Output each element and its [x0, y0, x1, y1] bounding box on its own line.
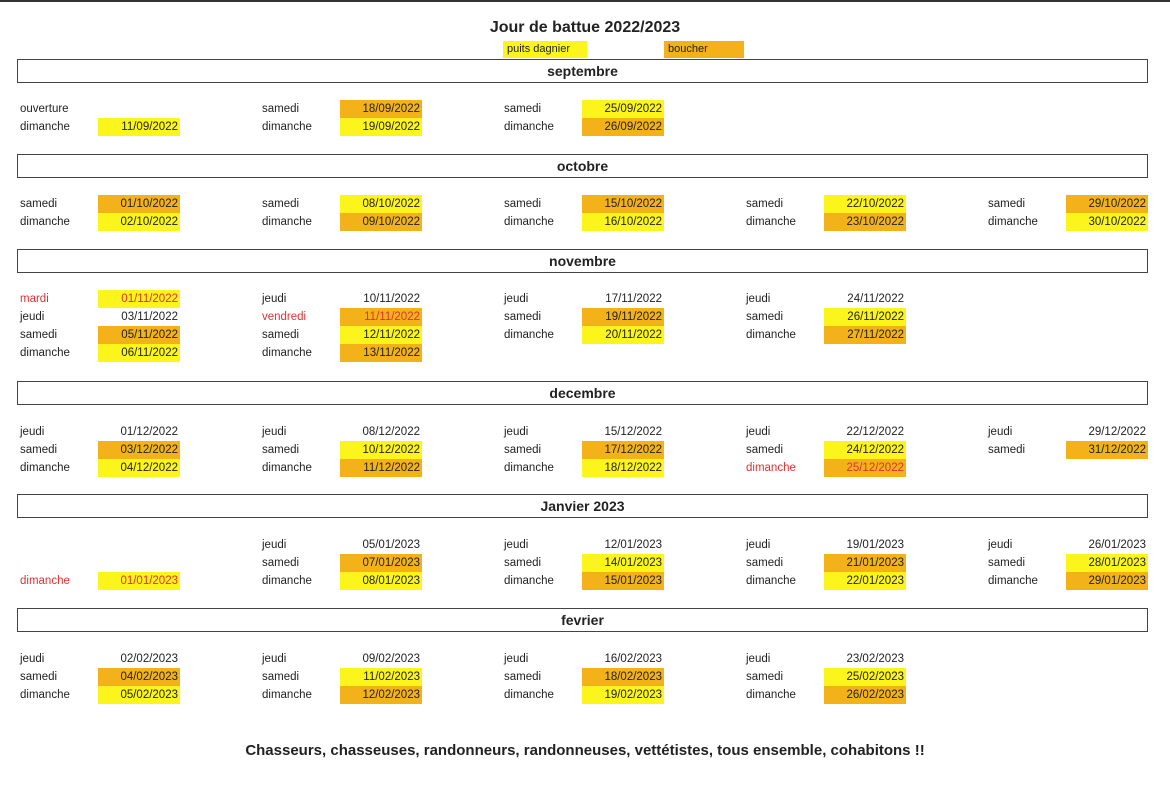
- date-row: [988, 572, 1170, 590]
- week-column: [20, 195, 262, 231]
- week-column: [262, 650, 504, 704]
- day-label: samedi: [746, 557, 784, 569]
- date-value: 22/12/2022: [846, 426, 904, 438]
- date-row: [504, 290, 746, 308]
- date-row: [20, 650, 262, 668]
- date-value: 09/10/2022: [340, 213, 422, 231]
- date-row: [504, 459, 746, 477]
- date-row: [988, 554, 1170, 572]
- date-value: 04/02/2023: [98, 668, 180, 686]
- date-value: 01/11/2022: [98, 290, 180, 308]
- day-label: dimanche: [746, 216, 796, 228]
- date-row: [988, 195, 1170, 213]
- day-label: dimanche: [504, 329, 554, 341]
- day-label: jeudi: [746, 539, 771, 551]
- date-value: 11/11/2022: [340, 308, 422, 326]
- date-row: [20, 344, 262, 362]
- day-label: jeudi: [504, 653, 529, 665]
- day-label: jeudi: [20, 311, 45, 323]
- day-label: jeudi: [746, 653, 771, 665]
- week-column: [504, 100, 746, 136]
- date-value: 11/12/2022: [340, 459, 422, 477]
- day-label: mardi: [20, 293, 49, 305]
- date-value: 01/01/2023: [98, 572, 180, 590]
- day-label: jeudi: [746, 426, 771, 438]
- date-value: 21/01/2023: [824, 554, 906, 572]
- day-label: samedi: [262, 103, 300, 115]
- date-row: [262, 668, 504, 686]
- date-value: 15/12/2022: [604, 426, 662, 438]
- week-column: [504, 195, 746, 231]
- date-row: [20, 213, 262, 231]
- day-label: dimanche: [504, 121, 554, 133]
- day-label: jeudi: [262, 539, 287, 551]
- day-label: dimanche: [988, 216, 1038, 228]
- week-column: [504, 536, 746, 590]
- date-row: [20, 536, 262, 554]
- day-label: dimanche: [20, 462, 70, 474]
- day-label: dimanche: [504, 689, 554, 701]
- date-value: 20/11/2022: [582, 326, 664, 344]
- day-label: samedi: [504, 198, 542, 210]
- date-row: [262, 423, 504, 441]
- date-row: [504, 554, 746, 572]
- date-value: 25/12/2022: [824, 459, 906, 477]
- footer-message: Chasseurs, chasseuses, randonneurs, randonneuses, vettétistes, tous ensemble, cohabitons !!: [245, 742, 925, 759]
- week-column: [988, 536, 1170, 590]
- date-value: 10/12/2022: [340, 441, 422, 459]
- page-title: Jour de battue 2022/2023: [489, 19, 681, 36]
- date-row: [746, 308, 988, 326]
- date-value: 30/10/2022: [1066, 213, 1148, 231]
- day-label: dimanche: [262, 575, 312, 587]
- date-row: [20, 686, 262, 704]
- date-row: [262, 572, 504, 590]
- date-row: [746, 326, 988, 344]
- date-row: [262, 308, 504, 326]
- date-value: 24/12/2022: [824, 441, 906, 459]
- day-label: samedi: [20, 671, 58, 683]
- date-value: 22/01/2023: [824, 572, 906, 590]
- date-value: 31/12/2022: [1066, 441, 1148, 459]
- date-value: 19/02/2023: [582, 686, 664, 704]
- day-label: dimanche: [20, 347, 70, 359]
- day-label: dimanche: [262, 121, 312, 133]
- date-row: [746, 536, 988, 554]
- day-label: jeudi: [988, 539, 1013, 551]
- week-column: [20, 290, 262, 362]
- day-label: samedi: [20, 329, 58, 341]
- day-label: jeudi: [504, 426, 529, 438]
- day-label: dimanche: [988, 575, 1038, 587]
- date-row: [746, 650, 988, 668]
- date-row: [988, 213, 1170, 231]
- date-row: [20, 441, 262, 459]
- date-row: [262, 213, 504, 231]
- date-row: [20, 326, 262, 344]
- day-label: dimanche: [20, 575, 70, 587]
- date-row: [504, 650, 746, 668]
- date-row: [746, 213, 988, 231]
- legend-puits-dagnier: puits dagnier: [503, 41, 587, 58]
- week-column: [504, 423, 746, 477]
- date-row: [746, 195, 988, 213]
- date-value: 09/02/2023: [362, 653, 420, 665]
- date-value: 12/11/2022: [340, 326, 422, 344]
- date-value: 11/02/2023: [340, 668, 422, 686]
- date-row: [988, 441, 1170, 459]
- date-row: [746, 290, 988, 308]
- date-row: [504, 423, 746, 441]
- date-row: [20, 668, 262, 686]
- date-row: [504, 100, 746, 118]
- date-row: [262, 290, 504, 308]
- day-label: jeudi: [262, 653, 287, 665]
- date-value: 16/10/2022: [582, 213, 664, 231]
- date-value: 12/01/2023: [604, 539, 662, 551]
- day-label: dimanche: [746, 575, 796, 587]
- day-label: jeudi: [988, 426, 1013, 438]
- date-row: [504, 572, 746, 590]
- date-value: 17/11/2022: [605, 293, 662, 305]
- date-value: 19/09/2022: [340, 118, 422, 136]
- date-row: [20, 118, 262, 136]
- date-row: [504, 213, 746, 231]
- day-label: samedi: [262, 671, 300, 683]
- date-value: 18/09/2022: [340, 100, 422, 118]
- month-header: septembre: [17, 59, 1148, 83]
- date-row: [262, 686, 504, 704]
- month-header: Janvier 2023: [17, 494, 1148, 518]
- day-label: jeudi: [504, 539, 529, 551]
- date-row: [262, 459, 504, 477]
- date-row: [746, 441, 988, 459]
- date-row: [20, 459, 262, 477]
- day-label: samedi: [988, 198, 1026, 210]
- date-value: 26/01/2023: [1088, 539, 1146, 551]
- date-value: 07/01/2023: [340, 554, 422, 572]
- date-value: 26/02/2023: [824, 686, 906, 704]
- day-label: jeudi: [20, 426, 45, 438]
- date-row: [20, 554, 262, 572]
- week-column: [988, 195, 1170, 231]
- day-label: jeudi: [504, 293, 529, 305]
- week-column: [746, 290, 988, 344]
- date-row: [504, 118, 746, 136]
- day-label: dimanche: [746, 689, 796, 701]
- date-value: 02/02/2023: [120, 653, 178, 665]
- day-label: dimanche: [504, 575, 554, 587]
- date-value: 06/11/2022: [98, 344, 180, 362]
- date-value: 08/01/2023: [340, 572, 422, 590]
- date-value: 19/01/2023: [846, 539, 904, 551]
- date-value: 11/09/2022: [98, 118, 180, 136]
- date-value: 25/09/2022: [582, 100, 664, 118]
- date-value: 18/02/2023: [582, 668, 664, 686]
- week-column: [746, 423, 988, 477]
- date-row: [262, 554, 504, 572]
- date-value: 17/12/2022: [582, 441, 664, 459]
- date-value: 23/02/2023: [846, 653, 904, 665]
- date-row: [504, 308, 746, 326]
- date-row: [746, 686, 988, 704]
- date-row: [262, 536, 504, 554]
- date-row: [504, 536, 746, 554]
- day-label: dimanche: [746, 329, 796, 341]
- day-label: dimanche: [504, 462, 554, 474]
- date-value: 03/12/2022: [98, 441, 180, 459]
- date-value: 16/02/2023: [604, 653, 662, 665]
- week-column: [262, 195, 504, 231]
- day-label: samedi: [504, 444, 542, 456]
- week-column: [746, 650, 988, 704]
- date-value: 01/12/2022: [120, 426, 178, 438]
- day-label: jeudi: [262, 426, 287, 438]
- date-row: [504, 195, 746, 213]
- date-value: 25/02/2023: [824, 668, 906, 686]
- date-value: 10/11/2022: [363, 293, 420, 305]
- day-label: dimanche: [20, 689, 70, 701]
- date-row: [988, 423, 1170, 441]
- date-value: 02/10/2022: [98, 213, 180, 231]
- day-label: ouverture: [20, 103, 69, 115]
- day-label: samedi: [20, 444, 58, 456]
- date-value: 29/01/2023: [1066, 572, 1148, 590]
- date-value: 22/10/2022: [824, 195, 906, 213]
- date-row: [504, 668, 746, 686]
- date-value: 08/12/2022: [362, 426, 420, 438]
- date-value: 26/11/2022: [824, 308, 906, 326]
- day-label: samedi: [746, 671, 784, 683]
- day-label: samedi: [504, 103, 542, 115]
- date-value: 15/01/2023: [582, 572, 664, 590]
- date-row: [262, 326, 504, 344]
- date-row: [20, 290, 262, 308]
- day-label: jeudi: [20, 653, 45, 665]
- day-label: dimanche: [262, 462, 312, 474]
- date-row: [988, 536, 1170, 554]
- week-column: [262, 290, 504, 362]
- date-row: [20, 308, 262, 326]
- date-value: 12/02/2023: [340, 686, 422, 704]
- day-label: vendredi: [262, 311, 307, 323]
- date-value: 14/01/2023: [582, 554, 664, 572]
- date-row: [746, 423, 988, 441]
- month-header: fevrier: [17, 608, 1148, 632]
- week-column: [262, 423, 504, 477]
- date-value: 15/10/2022: [582, 195, 664, 213]
- month-header: novembre: [17, 249, 1148, 273]
- date-row: [504, 326, 746, 344]
- week-column: [20, 650, 262, 704]
- date-value: 28/01/2023: [1066, 554, 1148, 572]
- day-label: samedi: [262, 557, 300, 569]
- date-row: [20, 572, 262, 590]
- date-value: 05/01/2023: [362, 539, 420, 551]
- date-value: 05/11/2022: [98, 326, 180, 344]
- top-border: [0, 0, 1170, 2]
- date-value: 27/11/2022: [824, 326, 906, 344]
- day-label: samedi: [20, 198, 58, 210]
- day-label: samedi: [262, 329, 300, 341]
- date-row: [20, 100, 262, 118]
- day-label: dimanche: [746, 462, 796, 474]
- date-row: [262, 195, 504, 213]
- week-column: [20, 536, 262, 590]
- date-value: 19/11/2022: [582, 308, 664, 326]
- month-header: octobre: [17, 154, 1148, 178]
- month-header: decembre: [17, 381, 1148, 405]
- day-label: jeudi: [746, 293, 771, 305]
- day-label: samedi: [746, 198, 784, 210]
- date-value: 23/10/2022: [824, 213, 906, 231]
- date-row: [20, 423, 262, 441]
- date-value: 05/02/2023: [98, 686, 180, 704]
- day-label: jeudi: [262, 293, 287, 305]
- day-label: samedi: [262, 444, 300, 456]
- day-label: samedi: [504, 311, 542, 323]
- week-column: [504, 650, 746, 704]
- day-label: samedi: [504, 557, 542, 569]
- date-row: [262, 650, 504, 668]
- date-value: 04/12/2022: [98, 459, 180, 477]
- date-value: 24/11/2022: [847, 293, 904, 305]
- week-column: [262, 100, 504, 136]
- date-row: [262, 118, 504, 136]
- day-label: dimanche: [262, 347, 312, 359]
- day-label: dimanche: [20, 216, 70, 228]
- date-row: [262, 100, 504, 118]
- day-label: samedi: [746, 311, 784, 323]
- day-label: dimanche: [262, 216, 312, 228]
- date-row: [746, 572, 988, 590]
- date-row: [20, 195, 262, 213]
- date-value: 29/12/2022: [1088, 426, 1146, 438]
- day-label: dimanche: [504, 216, 554, 228]
- week-column: [988, 423, 1170, 459]
- day-label: samedi: [262, 198, 300, 210]
- week-column: [746, 536, 988, 590]
- date-value: 18/12/2022: [582, 459, 664, 477]
- date-value: 26/09/2022: [582, 118, 664, 136]
- week-column: [504, 290, 746, 344]
- day-label: dimanche: [262, 689, 312, 701]
- date-row: [504, 441, 746, 459]
- date-value: 01/10/2022: [98, 195, 180, 213]
- date-value: 29/10/2022: [1066, 195, 1148, 213]
- date-row: [262, 344, 504, 362]
- day-label: samedi: [988, 444, 1026, 456]
- date-row: [504, 686, 746, 704]
- date-value: 08/10/2022: [340, 195, 422, 213]
- day-label: samedi: [988, 557, 1026, 569]
- day-label: dimanche: [20, 121, 70, 133]
- day-label: samedi: [746, 444, 784, 456]
- week-column: [20, 100, 262, 136]
- week-column: [262, 536, 504, 590]
- date-row: [262, 441, 504, 459]
- date-row: [746, 554, 988, 572]
- date-value: 13/11/2022: [340, 344, 422, 362]
- legend-boucher: boucher: [664, 41, 744, 58]
- week-column: [746, 195, 988, 231]
- date-row: [746, 459, 988, 477]
- date-value: 03/11/2022: [121, 311, 178, 323]
- week-column: [20, 423, 262, 477]
- day-label: samedi: [504, 671, 542, 683]
- date-row: [746, 668, 988, 686]
